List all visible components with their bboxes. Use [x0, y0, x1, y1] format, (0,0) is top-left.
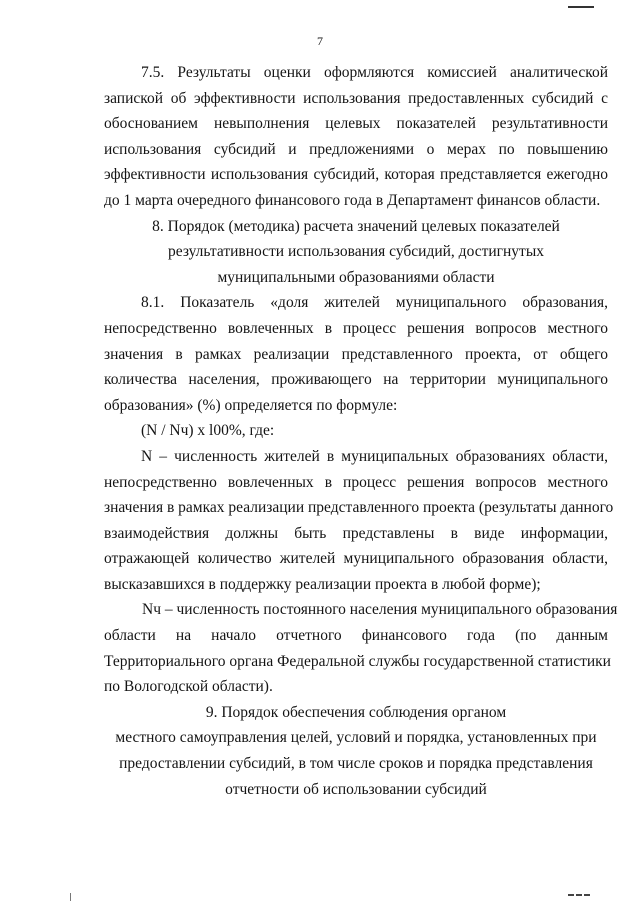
paragraph-8-1-line: 8.1. Показатель «доля жителей муниципального образования,: [141, 294, 608, 312]
definition-nch-line: по Вологодской области).: [104, 678, 273, 696]
scan-mark-top: [568, 0, 594, 8]
formula: (N / Nч) x l00%, где:: [141, 422, 275, 440]
paragraph-7-5-line: использования субсидий и предложениями о мерах по повышению: [104, 140, 608, 158]
paragraph-7-5-line: 7.5. Результаты оценки оформляются комиссией аналитической: [141, 64, 608, 81]
definition-nch-line: Nч – численность постоянного населения муниципального образования: [142, 601, 618, 619]
section-8-heading: муниципальными образованиями области: [217, 268, 495, 286]
definition-n-line: высказавшихся в поддержку реализации проекта в любой форме);: [104, 575, 541, 593]
paragraph-7-5-line: запиской об эффективности использования предоставленных субсидий с: [104, 89, 608, 107]
document-body: [104, 60, 618, 802]
section-9-heading: отчетности об использовании субсидий: [225, 780, 487, 798]
section-8-heading: 8. Порядок (методика) расчета значений целевых показателей: [152, 217, 560, 235]
section-8-heading: результативности использования субсидий, достигнутых: [168, 243, 544, 261]
section-9-heading: предоставлении субсидий, в том числе сроков и порядка представления: [119, 755, 593, 773]
section-9-heading: 9. Порядок обеспечения соблюдения органом: [205, 703, 507, 721]
definition-nch-line: Территориального органа Федеральной службы государственной статистики: [104, 652, 611, 670]
scan-mark-bottom-right: [568, 894, 590, 899]
paragraph-7-5-line: эффективности использования субсидий, которая представляется ежегодно: [104, 166, 608, 184]
definition-nch-line: области на начало отчетного финансового года (по данным: [104, 627, 608, 645]
page-number: 7: [317, 34, 323, 48]
paragraph-8-1-line: значения в рамках реализации представленного проекта, от общего: [104, 345, 608, 363]
section-9-heading: местного самоуправления целей, условий и порядка, установленных при: [115, 729, 597, 747]
definition-n-line: отражающей количество жителей муниципального образования области,: [104, 550, 608, 568]
definition-n-line: взаимодействия должны быть представлены в виде информации,: [104, 524, 608, 542]
paragraph-8-1-line: непосредственно вовлеченных в процесс решения вопросов местного: [104, 319, 608, 337]
paragraph-7-5-line: обоснованием невыполнения целевых показателей результативности: [104, 115, 608, 133]
definition-n-line: значения в рамках реализации представленного проекта (результаты данного: [104, 499, 614, 517]
scan-mark-bottom-left: [70, 893, 71, 901]
paragraph-8-1-line: количества населения, проживающего на территории муниципального: [104, 371, 608, 389]
definition-n-line: непосредственно вовлеченных в процесс решения вопросов местного: [104, 473, 608, 491]
definition-n-line: N – численность жителей в муниципальных образованиях области,: [141, 447, 608, 465]
paragraph-7-5-line: до 1 марта очередного финансового года в Департамент финансов области.: [104, 191, 601, 209]
paragraph-8-1-line: образования» (%) определяется по формуле:: [104, 396, 398, 414]
